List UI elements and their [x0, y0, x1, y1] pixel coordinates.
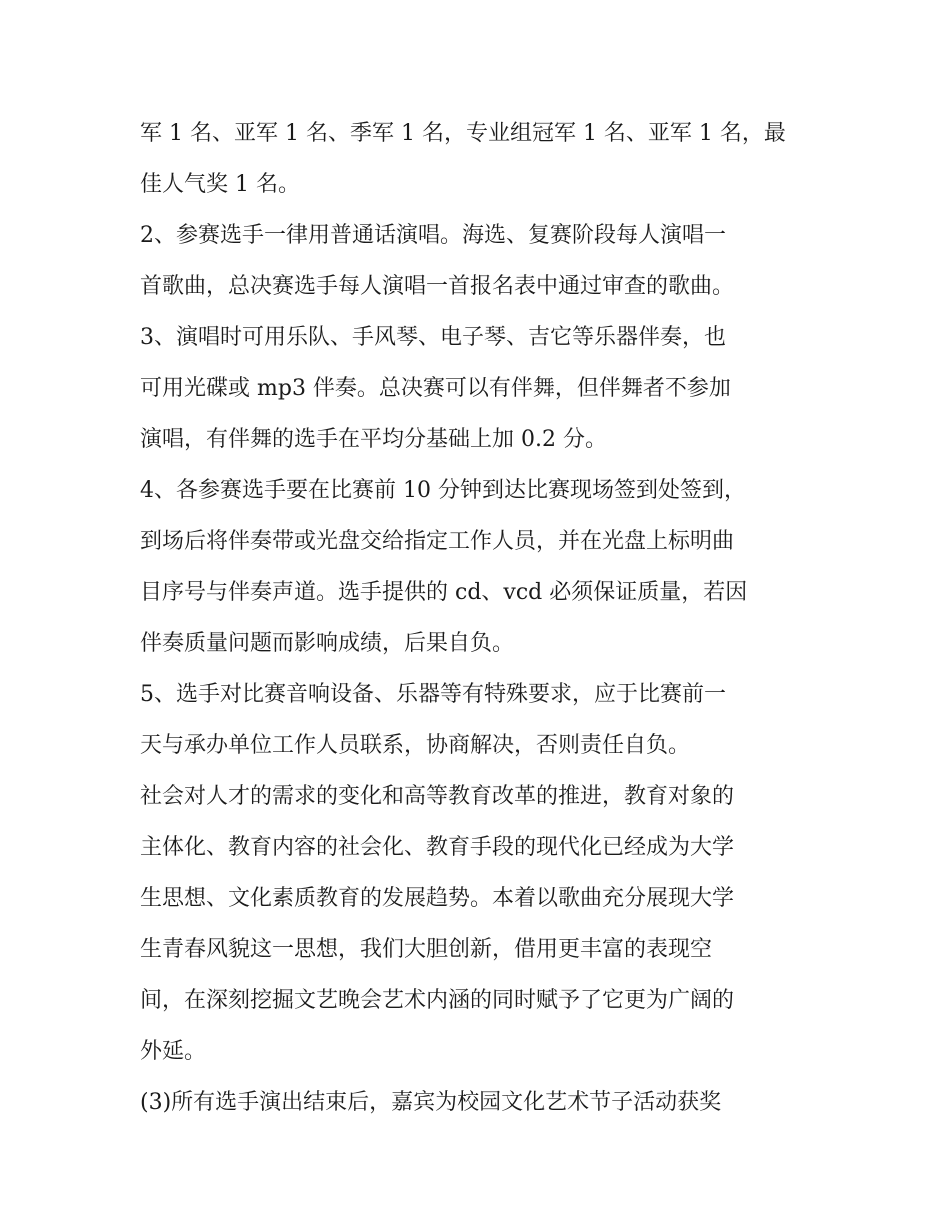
text-line: 生思想、文化素质教育的发展趋势。本着以歌曲充分展现大学 [140, 886, 735, 911]
text-line: 2、参赛选手一律用普通话演唱。海选、复赛阶段每人演唱一 [140, 223, 726, 248]
text-line: 外延。 [140, 1039, 207, 1064]
text-line: 可用光碟或 mp3 伴奏。总决赛可以有伴舞，但伴舞者不参加 [140, 376, 731, 401]
text-line: 佳人气奖 1 名。 [140, 172, 300, 197]
text-line: 主体化、教育内容的社会化、教育手段的现代化已经成为大学 [140, 835, 735, 860]
text-line: 5、选手对比赛音响设备、乐器等有特殊要求，应于比赛前一 [140, 682, 726, 707]
text-line: 生青春风貌这一思想，我们大胆创新，借用更丰富的表现空 [140, 937, 713, 962]
text-line: 首歌曲，总决赛选手每人演唱一首报名表中通过审查的歌曲。 [140, 274, 735, 299]
text-line: 到场后将伴奏带或光盘交给指定工作人员，并在光盘上标明曲 [140, 529, 735, 554]
text-line: 天与承办单位工作人员联系，协商解决，否则责任自负。 [140, 733, 691, 758]
text-line: 间，在深刻挖掘文艺晚会艺术内涵的同时赋予了它更为广阔的 [140, 988, 735, 1013]
text-line: 目序号与伴奏声道。选手提供的 cd、vcd 必须保证质量，若因 [140, 580, 748, 605]
text-line: 3、演唱时可用乐队、手风琴、电子琴、吉它等乐器伴奏，也 [140, 325, 726, 350]
text-line: 4、各参赛选手要在比赛前 10 分钟到达比赛现场签到处签到， [140, 478, 746, 503]
text-line: 伴奏质量问题而影响成绩，后果自负。 [140, 631, 515, 656]
text-line: 社会对人才的需求的变化和高等教育改革的推进，教育对象的 [140, 784, 735, 809]
document-body [140, 108, 820, 1128]
text-line: (3)所有选手演出结束后，嘉宾为校园文化艺术节子活动获奖 [140, 1090, 722, 1115]
text-line: 演唱，有伴舞的选手在平均分基础上加 0.2 分。 [140, 427, 607, 452]
text-line: 军 1 名、亚军 1 名、季军 1 名，专业组冠军 1 名、亚军 1 名，最 [140, 121, 786, 146]
